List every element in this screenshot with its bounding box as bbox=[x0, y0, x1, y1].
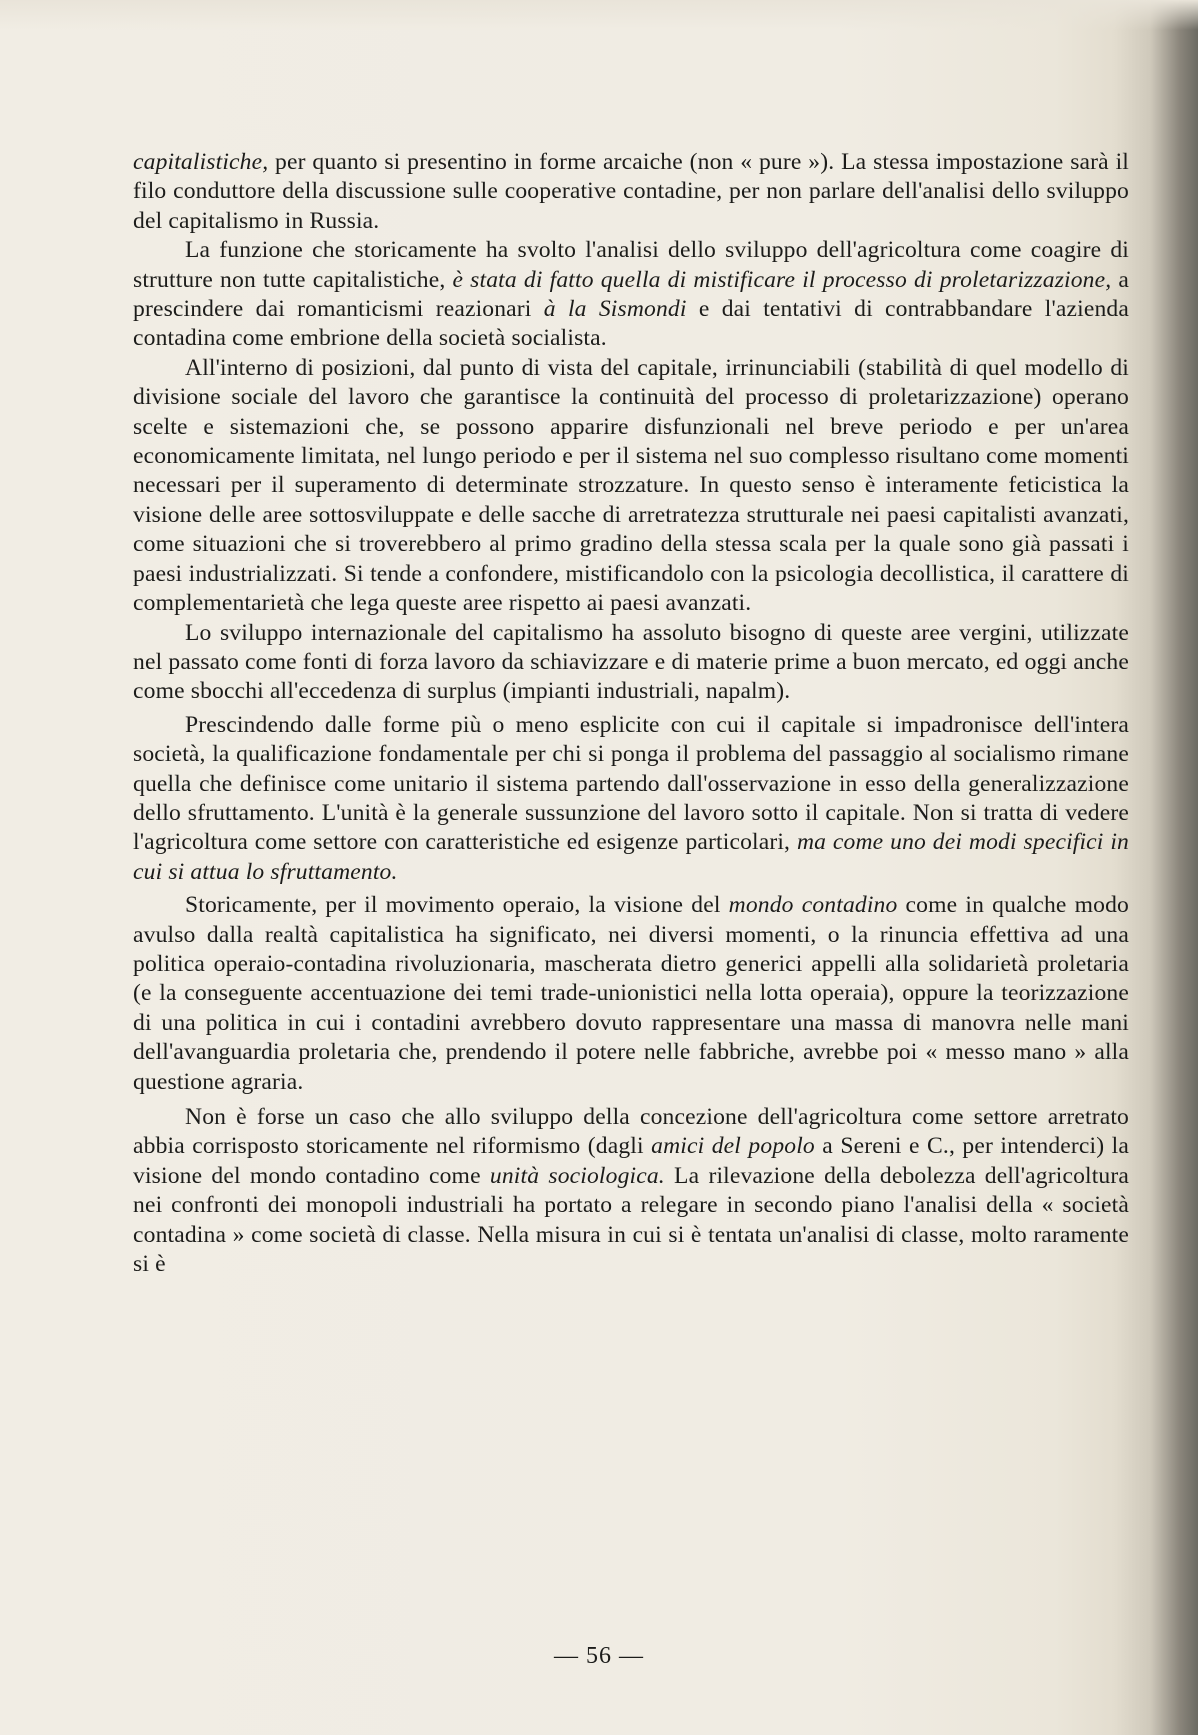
text-run: Non è forse un caso che allo sviluppo della concezione dell'agricoltura come settore arretrato abbia corrisposto storicamente nel riformismo (dagli bbox=[133, 1104, 1129, 1160]
text-run: Prescindendo dalle forme più o meno esplicite con cui il capitale si impadronisce dell'intera società, la qualificazione fondamentale per chi si ponga il problema del passaggio al socialismo rimane quella che definisce come unitario il sistema partendo dall'osservazione in esso della generalizzazione dello sfruttamento. L'unità è la generale sussunzione del lavoro sotto il capitale. Non si tratta di vedere l'agricoltura come settore con caratteristiche ed esigenze particolari, bbox=[133, 711, 1129, 856]
paragraph-3 bbox=[133, 354, 1129, 619]
text-run: come in qualche modo avulso dalla realtà capitalistica ha significato, nei diversi momenti, o la rinuncia effettiva ad una politica operaio-contadina rivoluzionaria, mascherata dietro generici appelli alla solidarietà proletaria (e la conseguente accentuazione dei temi trade-unionistici nella lotta operaia), oppure la teorizzazione di una politica in cui i contadini avrebbero dovuto rappresentare una massa di manovra nelle mani dell'avanguardia proletaria che, prendendo il potere nelle fabbriche, avrebbe poi « messo mano » alla questione agraria. bbox=[133, 892, 1129, 1095]
paragraph-4 bbox=[133, 619, 1129, 707]
italic-run: capitalistiche, bbox=[133, 149, 269, 175]
text-run: a Sereni e C., per intenderci) la visione del mondo contadino come bbox=[133, 1133, 1130, 1189]
text-run: All'interno di posizioni, dal punto di vista del capitale, irrinunciabili (stabilità di quel modello di divisione sociale del lavoro che garantisce la continuità del processo di proletarizzazione) operano scelte e sistemazioni che, se possono apparire disfunzionali nel breve periodo e per un'area economicamente limitata, nel lungo periodo e per il sistema nel suo complesso risultano come momenti necessari per il superamento di determinate strozzature. In questo senso è interamente feticistica la visione delle aree sottosviluppate e delle sacche di arretratezza strutturale nei paesi capitalisti avanzati, come situazioni che si troverebbero al primo gradino della stessa scala per la quale sono già passati i paesi industrializzati. Si tende a confondere, mistificandolo con la psicologia decollistica, il carattere di complementarietà che lega queste aree rispetto ai paesi avanzati. bbox=[133, 354, 1129, 617]
italic-run: ma come uno dei modi specifici in cui si attua lo sfruttamento. bbox=[133, 829, 1129, 885]
text-run: Storicamente, per il movimento operaio, la visione del bbox=[185, 892, 729, 919]
paragraph-5 bbox=[133, 711, 1129, 887]
body-text bbox=[133, 148, 1129, 1279]
paragraph-2 bbox=[133, 236, 1129, 354]
italic-run: amici del popolo bbox=[651, 1133, 815, 1160]
italic-run: unità sociologica. bbox=[489, 1162, 665, 1189]
paragraph-7 bbox=[133, 1103, 1129, 1279]
text-run: La funzione che storicamente ha svolto l'analisi dello sviluppo dell'agricoltura come coagire di strutture non tutte capitalistiche, bbox=[133, 237, 1129, 293]
text-run: Lo sviluppo internazionale del capitalismo ha assoluto bisogno di queste aree vergini, utilizzate nel passato come fonti di forza lavoro da schiavizzare e di materie prime a buon mercato, ed oggi anche come sbocchi all'eccedenza di surplus (impianti industriali, napalm). bbox=[133, 619, 1129, 705]
text-run: per quanto si presentino in forme arcaiche (non « pure »). La stessa impostazione sarà il filo conduttore della discussione sulle cooperative contadine, per non parlare dell'analisi dello sviluppo del capitalismo in Russia. bbox=[133, 149, 1129, 234]
paragraph-1 bbox=[133, 148, 1129, 236]
page-number: — 56 — bbox=[554, 1643, 644, 1669]
italic-run: à la Sismondi bbox=[543, 296, 687, 323]
italic-run: è stata di fatto quella di mistificare il processo di proletarizzazione, bbox=[452, 266, 1112, 293]
page-top-edge bbox=[0, 0, 1198, 30]
text-run: La rilevazione della debolezza dell'agricoltura nei confronti dei monopoli industriali ha portato a relegare in secondo piano l'analisi della « società contadina » come società di classe. Nella misura in cui si è tentata un'analisi di classe, molto raramente si è bbox=[133, 1162, 1129, 1278]
paragraph-6 bbox=[133, 891, 1129, 1097]
text-run: a prescindere dai romanticismi reazionari bbox=[133, 266, 1130, 323]
text-run: e dai tentativi di contrabbandare l'azienda contadina come embrione della società socialista. bbox=[133, 296, 1129, 352]
italic-run: mondo contadino bbox=[728, 892, 898, 919]
